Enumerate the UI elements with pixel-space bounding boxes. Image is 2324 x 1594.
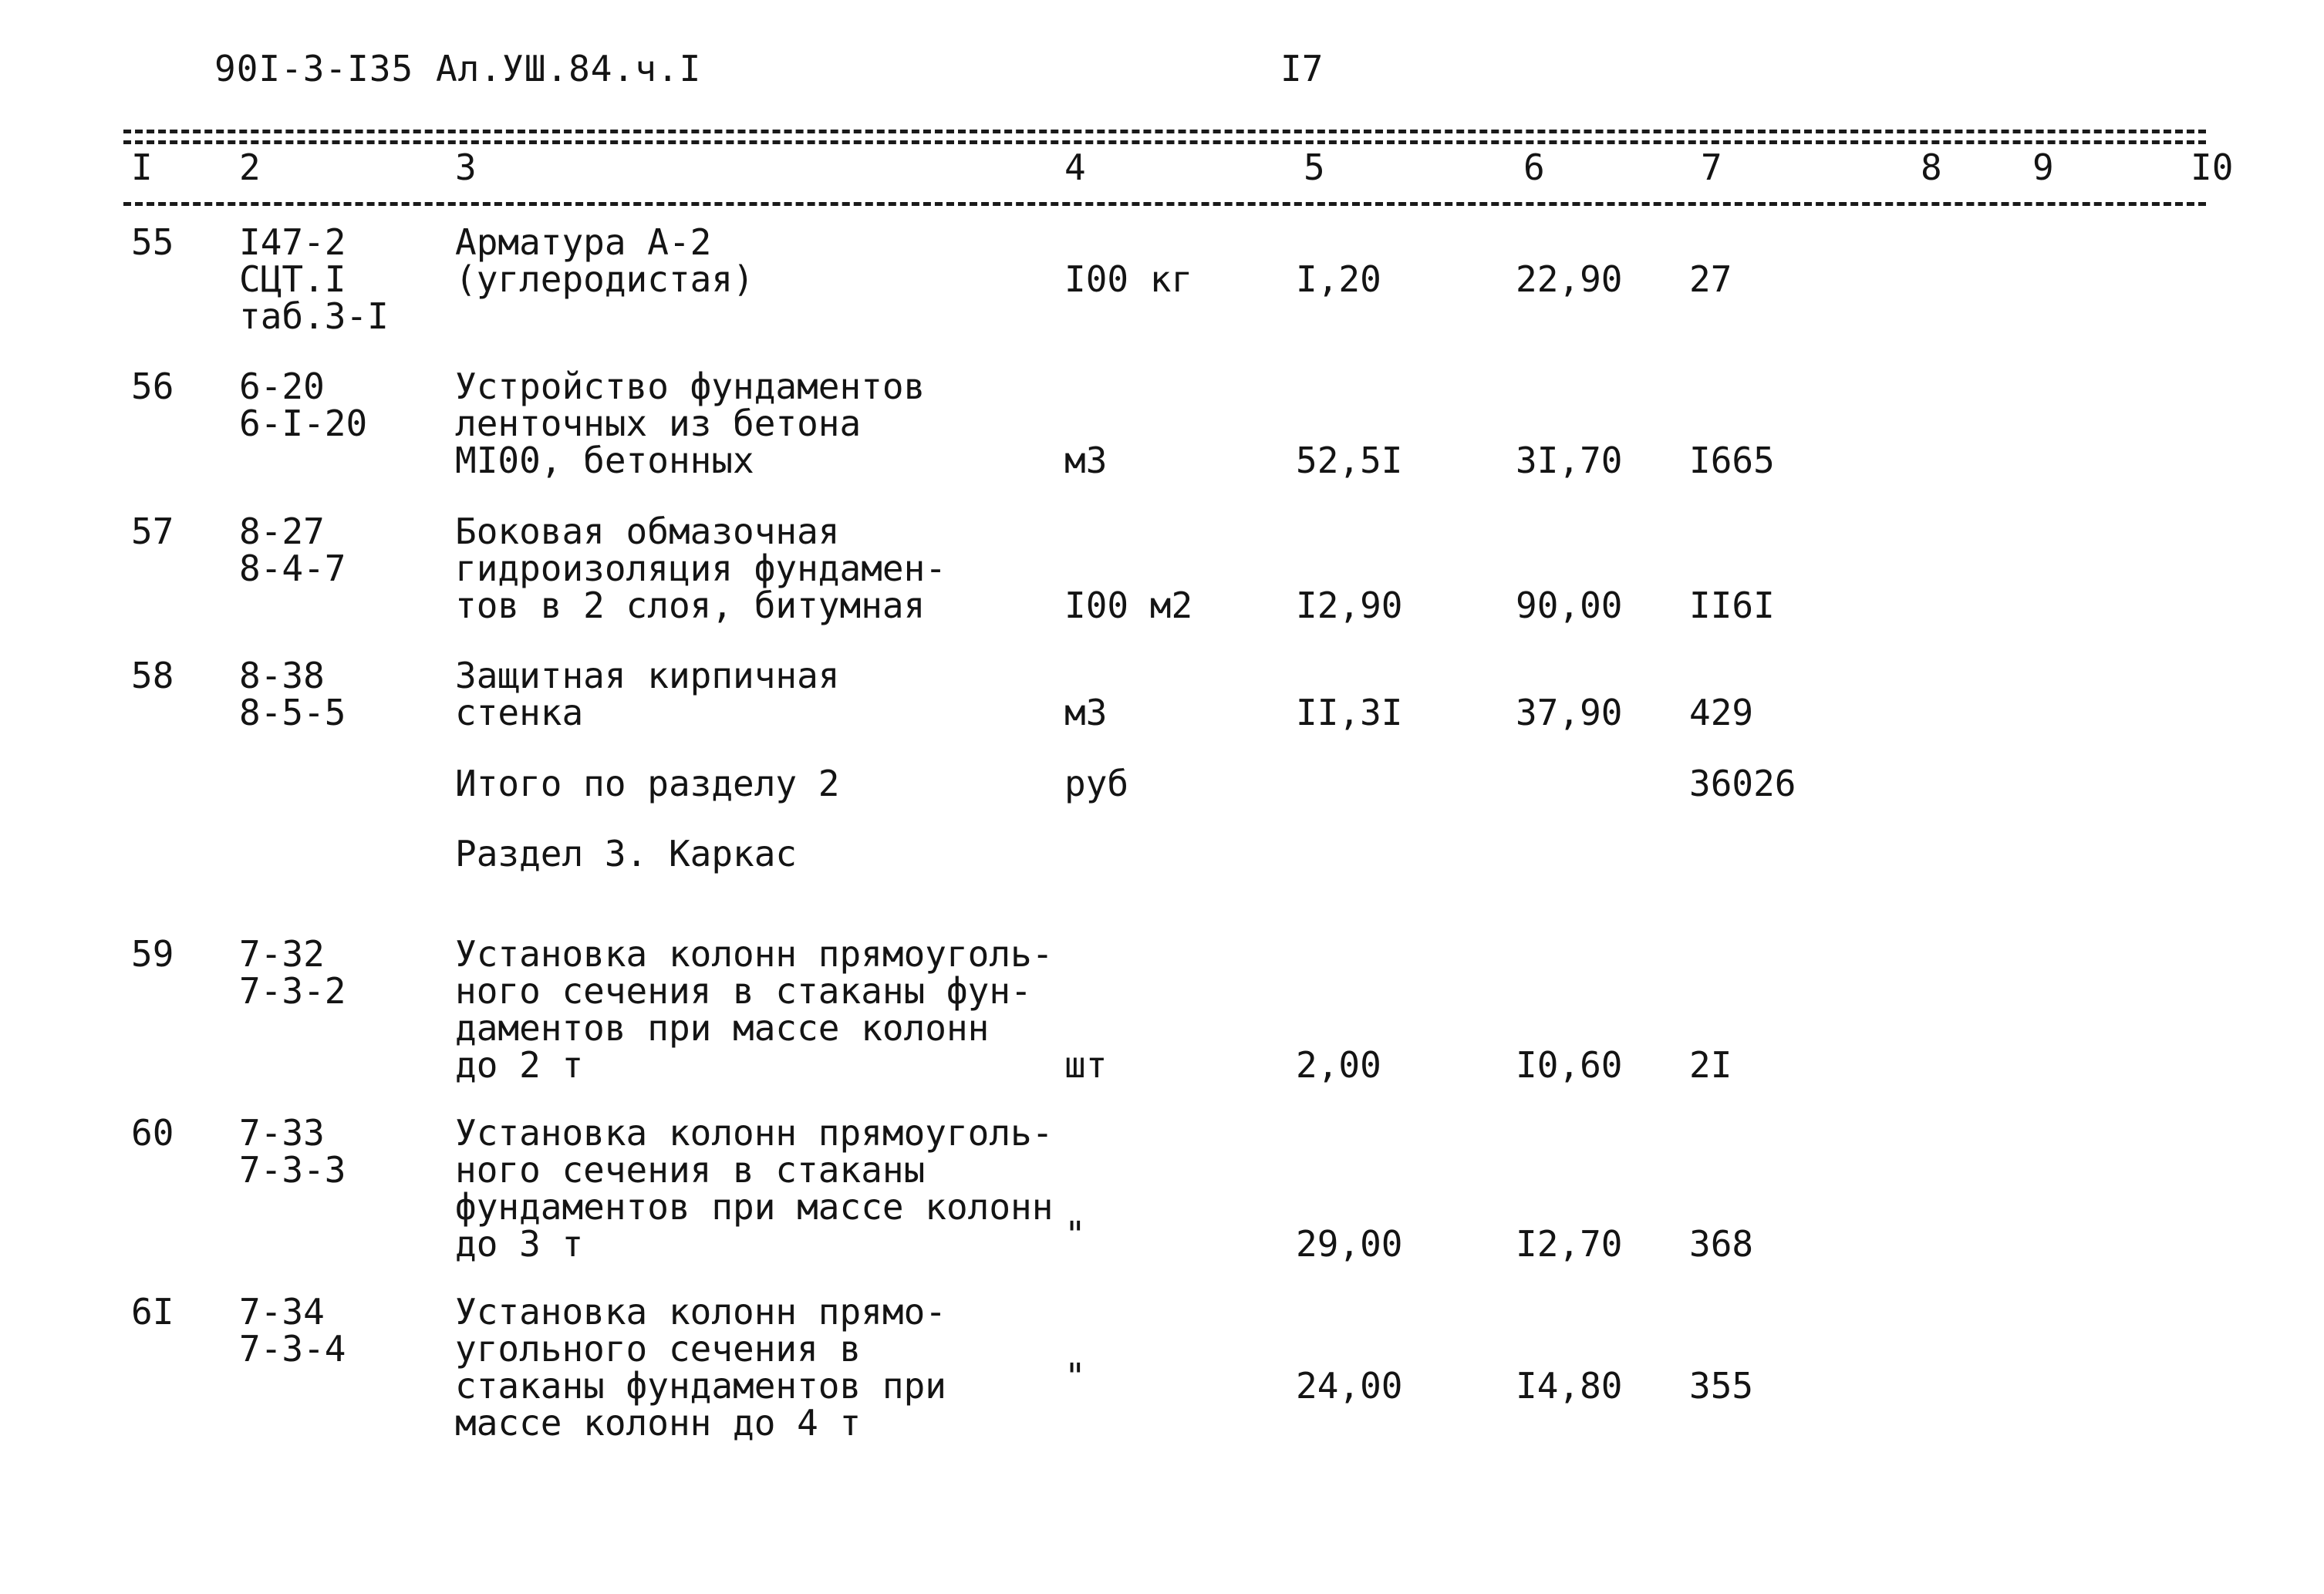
norm-code [239,933,346,1012]
unit-price: I4,80 [1516,1365,1623,1407]
table-top-rule [123,130,2206,133]
section-total-unit: руб [1064,763,1129,804]
work-description-line: ленточных из бетона [455,403,862,444]
section-total-label: Итого по разделу 2 [455,763,840,804]
total-cost: 2I [1689,1044,1732,1086]
table-top-rule-second [123,140,2206,144]
unit-price: 3I,70 [1516,440,1623,481]
norm-code-line: СЦТ.I [239,258,346,300]
row-number: 59 [131,933,174,975]
column-header-7: 7 [1701,147,1722,188]
unit: " [1064,1356,1086,1397]
column-header-5: 5 [1304,147,1325,188]
row-number: 56 [131,366,174,407]
work-description [455,1112,1054,1265]
norm-code [239,221,389,337]
work-description [455,657,840,731]
work-description-line: Установка колонн прямоуголь- [455,933,1054,975]
work-description-line: МI00, бетонных [455,440,754,481]
norm-code-line: 7-3-4 [239,1328,346,1370]
norm-code-line: 7-32 [239,933,325,975]
norm-code-line: 8-4-7 [239,548,346,589]
unit: I00 кг [1064,258,1193,300]
work-description [455,933,1054,1086]
column-header-9: 9 [2032,147,2054,188]
work-description-line: (углеродистая) [455,258,754,300]
unit-price: 22,90 [1516,258,1623,300]
unit: I00 м2 [1064,585,1193,626]
column-header-10: I0 [2191,147,2234,188]
work-description-line: стаканы фундаментов при [455,1365,946,1407]
unit-price: 90,00 [1516,585,1623,626]
work-description-line: Установка колонн прямоуголь- [455,1112,1054,1154]
work-description-line: Боковая обмазочная [455,511,840,552]
column-header-3: 3 [455,147,477,188]
unit-price: I0,60 [1516,1044,1623,1086]
row-number: 58 [131,655,174,696]
work-description [455,221,754,300]
work-description-line: Арматура А-2 [455,221,712,263]
unit: м3 [1064,440,1108,481]
row-number: 60 [131,1112,174,1154]
norm-code-line: 7-33 [239,1112,325,1154]
quantity: 2,00 [1296,1044,1381,1086]
work-description-line: стенка [455,692,584,733]
work-description [455,1291,946,1444]
row-number: 6I [131,1291,174,1333]
quantity: I2,90 [1296,585,1403,626]
norm-code [239,657,346,731]
norm-code-line: 7-34 [239,1291,325,1333]
norm-code-line: таб.3-I [239,295,389,337]
total-cost: 355 [1689,1365,1754,1407]
quantity: 29,00 [1296,1223,1403,1265]
work-description-line: Защитная кирпичная [455,655,840,696]
column-header-2: 2 [239,147,261,188]
total-cost: II6I [1689,585,1775,626]
unit: " [1064,1214,1086,1255]
work-description-line: до 3 т [455,1223,584,1265]
column-header-6: 6 [1523,147,1545,188]
work-description-line: фундаментов при массе колонн [455,1186,1054,1228]
work-description-line: тов в 2 слоя, битумная [455,585,926,626]
work-description-line: ного сечения в стаканы [455,1149,926,1191]
norm-code [239,1112,346,1191]
norm-code-line: 7-3-3 [239,1149,346,1191]
norm-code-line: I47-2 [239,221,346,263]
quantity: 52,5I [1296,440,1403,481]
work-description [455,368,925,479]
norm-code-line: 8-38 [239,655,325,696]
section-heading: Раздел 3. Каркас [455,833,798,875]
column-header-4: 4 [1064,147,1086,188]
work-description-line: Установка колонн прямо- [455,1291,946,1333]
row-number: 57 [131,511,174,552]
work-description-line: Устройство фундаментов [455,366,926,407]
work-description-line: угольного сечения в [455,1328,862,1370]
work-description [455,513,946,624]
unit: шт [1064,1044,1108,1086]
norm-code-line: 6-I-20 [239,403,368,444]
column-header-1: I [131,147,153,188]
norm-code [239,513,346,587]
document-code: 90I-3-I35 Ал.УШ.84.ч.I [214,48,702,89]
norm-code [239,1291,346,1370]
norm-code-line: 8-5-5 [239,692,346,733]
unit: м3 [1064,692,1108,733]
total-cost: I665 [1689,440,1775,481]
norm-code-line: 8-27 [239,511,325,552]
section-total-value: 36026 [1689,763,1796,804]
quantity: I,20 [1296,258,1381,300]
unit-price: 37,90 [1516,692,1623,733]
page-number: I7 [1280,48,1324,89]
norm-code-line: 7-3-2 [239,970,346,1012]
work-description-line: гидроизоляция фундамен- [455,548,946,589]
total-cost: 27 [1689,258,1732,300]
table-header-rule [123,202,2206,206]
work-description-line: ного сечения в стаканы фун- [455,970,1032,1012]
norm-code-line: 6-20 [239,366,325,407]
quantity: II,3I [1296,692,1403,733]
unit-price: I2,70 [1516,1223,1623,1265]
total-cost: 368 [1689,1223,1754,1265]
work-description-line: массе колонн до 4 т [455,1402,862,1444]
column-header-8: 8 [1921,147,1942,188]
work-description-line: даментов при массе колонн [455,1007,990,1049]
row-number: 55 [131,221,174,263]
work-description-line: до 2 т [455,1044,584,1086]
total-cost: 429 [1689,692,1754,733]
norm-code [239,368,367,442]
quantity: 24,00 [1296,1365,1403,1407]
